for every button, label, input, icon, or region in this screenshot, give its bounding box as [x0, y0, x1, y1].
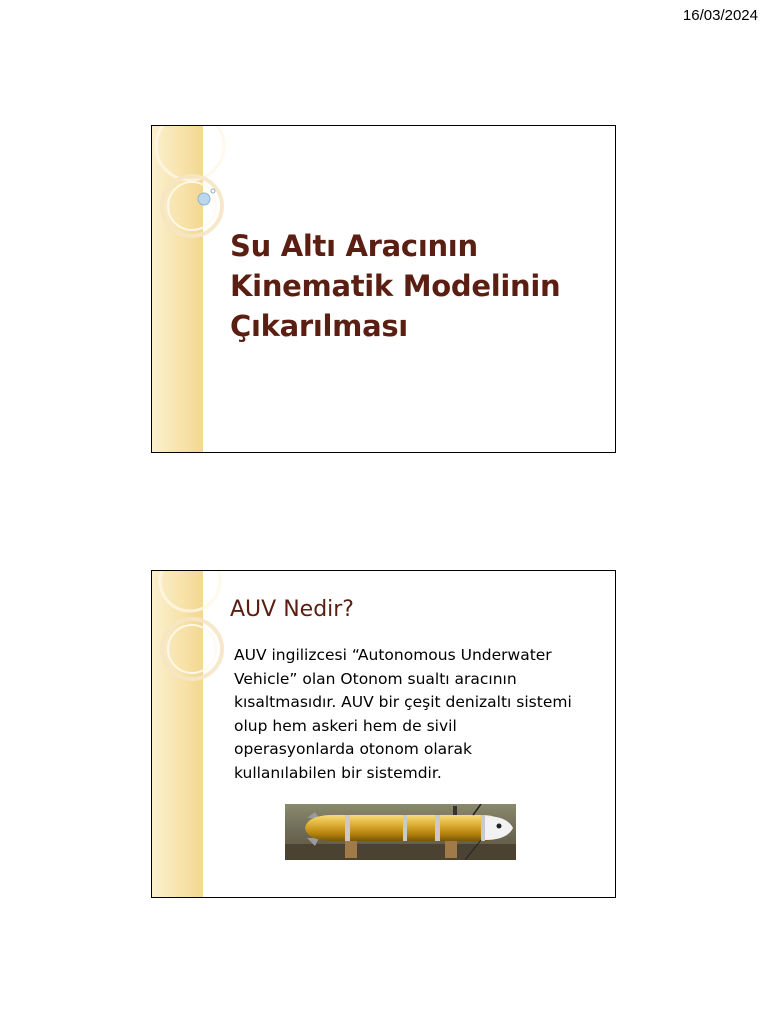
auv-photo	[285, 804, 516, 860]
body-line: Vehicle” olan Otonom sualtı aracının	[234, 669, 517, 688]
print-date: 16/03/2024	[682, 7, 758, 24]
title-line: Kinematik Modelinin	[230, 269, 561, 303]
body-line: operasyonlarda otonom olarak	[234, 740, 472, 758]
title-line: Çıkarılması	[230, 309, 408, 343]
title-line: Su Altı Aracının	[230, 229, 478, 263]
slide-body	[234, 644, 604, 785]
slide-title-text	[230, 226, 600, 346]
auv-torpedo-image	[285, 804, 516, 860]
slide-heading: AUV Nedir?	[230, 597, 354, 622]
body-line: kullanılabilen bir sistemdir.	[234, 763, 442, 782]
body-line: kısaltmasıdır. AUV bir çeşit denizaltı sistemi	[234, 693, 572, 711]
slide-title	[151, 125, 616, 453]
body-line: AUV ingilizcesi “Autonomous Underwater	[234, 646, 552, 664]
body-line: olup hem askeri hem de sivil	[234, 716, 457, 735]
slide-auv-definition	[151, 570, 616, 898]
